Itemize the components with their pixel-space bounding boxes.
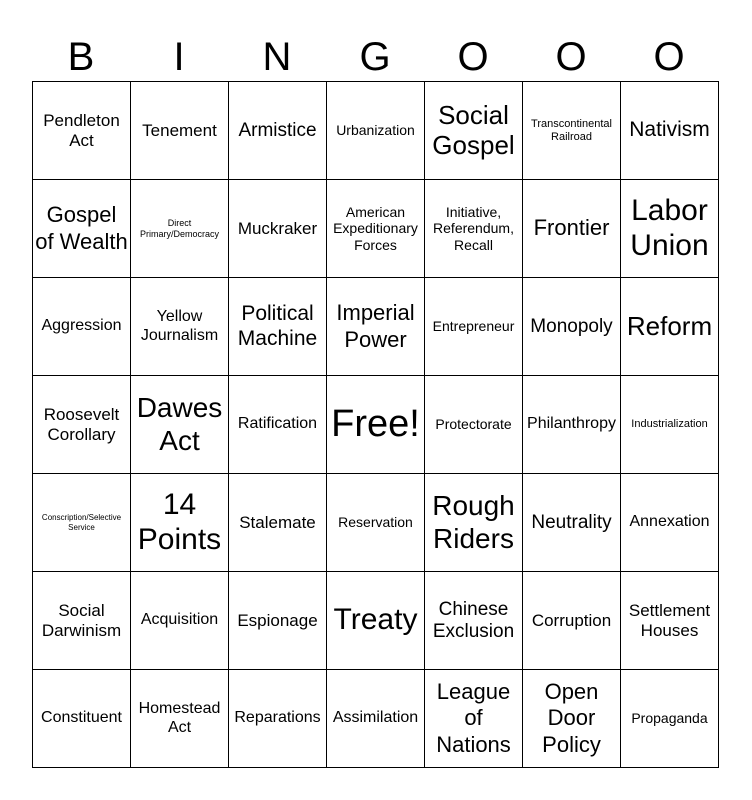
bingo-cell[interactable]: Open Door Policy <box>523 670 621 768</box>
bingo-card-grid <box>32 81 719 768</box>
bingo-cell[interactable]: Settlement Houses <box>621 572 719 670</box>
bingo-cell[interactable]: Labor Union <box>621 180 719 278</box>
bingo-cell[interactable]: Conscription/Selective Service <box>33 474 131 572</box>
bingo-cell[interactable]: Frontier <box>523 180 621 278</box>
bingo-cell[interactable]: American Expeditionary Forces <box>327 180 425 278</box>
bingo-cell[interactable]: Urbanization <box>327 82 425 180</box>
bingo-cell[interactable]: Monopoly <box>523 278 621 376</box>
bingo-cell[interactable]: Tenement <box>131 82 229 180</box>
bingo-cell[interactable]: Nativism <box>621 82 719 180</box>
header-letter-o-2: O <box>555 35 589 79</box>
bingo-cell[interactable]: Imperial Power <box>327 278 425 376</box>
bingo-cell[interactable]: Neutrality <box>523 474 621 572</box>
bingo-cell[interactable]: Corruption <box>523 572 621 670</box>
bingo-cell[interactable]: Reform <box>621 278 719 376</box>
bingo-cell[interactable]: Entrepreneur <box>425 278 523 376</box>
bingo-cell[interactable]: Stalemate <box>229 474 327 572</box>
bingo-cell[interactable]: Treaty <box>327 572 425 670</box>
bingo-cell[interactable]: Reservation <box>327 474 425 572</box>
bingo-header <box>33 34 719 80</box>
bingo-cell[interactable]: Industrialization <box>621 376 719 474</box>
bingo-cell[interactable]: Reparations <box>229 670 327 768</box>
bingo-cell[interactable]: Armistice <box>229 82 327 180</box>
bingo-cell[interactable]: Aggression <box>33 278 131 376</box>
bingo-cell[interactable]: Transcontinental Railroad <box>523 82 621 180</box>
bingo-cell[interactable]: Propaganda <box>621 670 719 768</box>
bingo-cell[interactable]: Espionage <box>229 572 327 670</box>
bingo-cell[interactable]: Pendleton Act <box>33 82 131 180</box>
header-letter-n: N <box>262 35 294 79</box>
bingo-cell[interactable]: Annexation <box>621 474 719 572</box>
bingo-cell[interactable]: League of Nations <box>425 670 523 768</box>
bingo-cell[interactable]: Acquisition <box>131 572 229 670</box>
bingo-cell[interactable]: Philanthropy <box>523 376 621 474</box>
header-letter-o-1: O <box>457 35 491 79</box>
header-letter-o-3: O <box>653 35 687 79</box>
bingo-cell[interactable]: Chinese Exclusion <box>425 572 523 670</box>
bingo-cell[interactable]: Protectorate <box>425 376 523 474</box>
bingo-cell[interactable]: Ratification <box>229 376 327 474</box>
free-space-cell[interactable]: Free! <box>327 376 425 474</box>
bingo-cell[interactable]: Gospel of Wealth <box>33 180 131 278</box>
bingo-cell[interactable]: Rough Riders <box>425 474 523 572</box>
bingo-cell[interactable]: Dawes Act <box>131 376 229 474</box>
header-letter-b: B <box>67 35 97 79</box>
bingo-cell[interactable]: Assimilation <box>327 670 425 768</box>
bingo-cell[interactable]: Social Gospel <box>425 82 523 180</box>
bingo-cell[interactable]: Muckraker <box>229 180 327 278</box>
bingo-cell[interactable]: Homestead Act <box>131 670 229 768</box>
bingo-cell[interactable]: Initiative, Referendum, Recall <box>425 180 523 278</box>
header-letter-g: G <box>359 35 393 79</box>
bingo-cell[interactable]: Constituent <box>33 670 131 768</box>
bingo-cell[interactable]: Direct Primary/Democracy <box>131 180 229 278</box>
header-letter-i: I <box>173 35 187 79</box>
bingo-cell[interactable]: Yellow Journalism <box>131 278 229 376</box>
bingo-cell[interactable]: Political Machine <box>229 278 327 376</box>
bingo-cell[interactable]: Social Darwinism <box>33 572 131 670</box>
bingo-cell[interactable]: 14 Points <box>131 474 229 572</box>
bingo-cell[interactable]: Roosevelt Corollary <box>33 376 131 474</box>
